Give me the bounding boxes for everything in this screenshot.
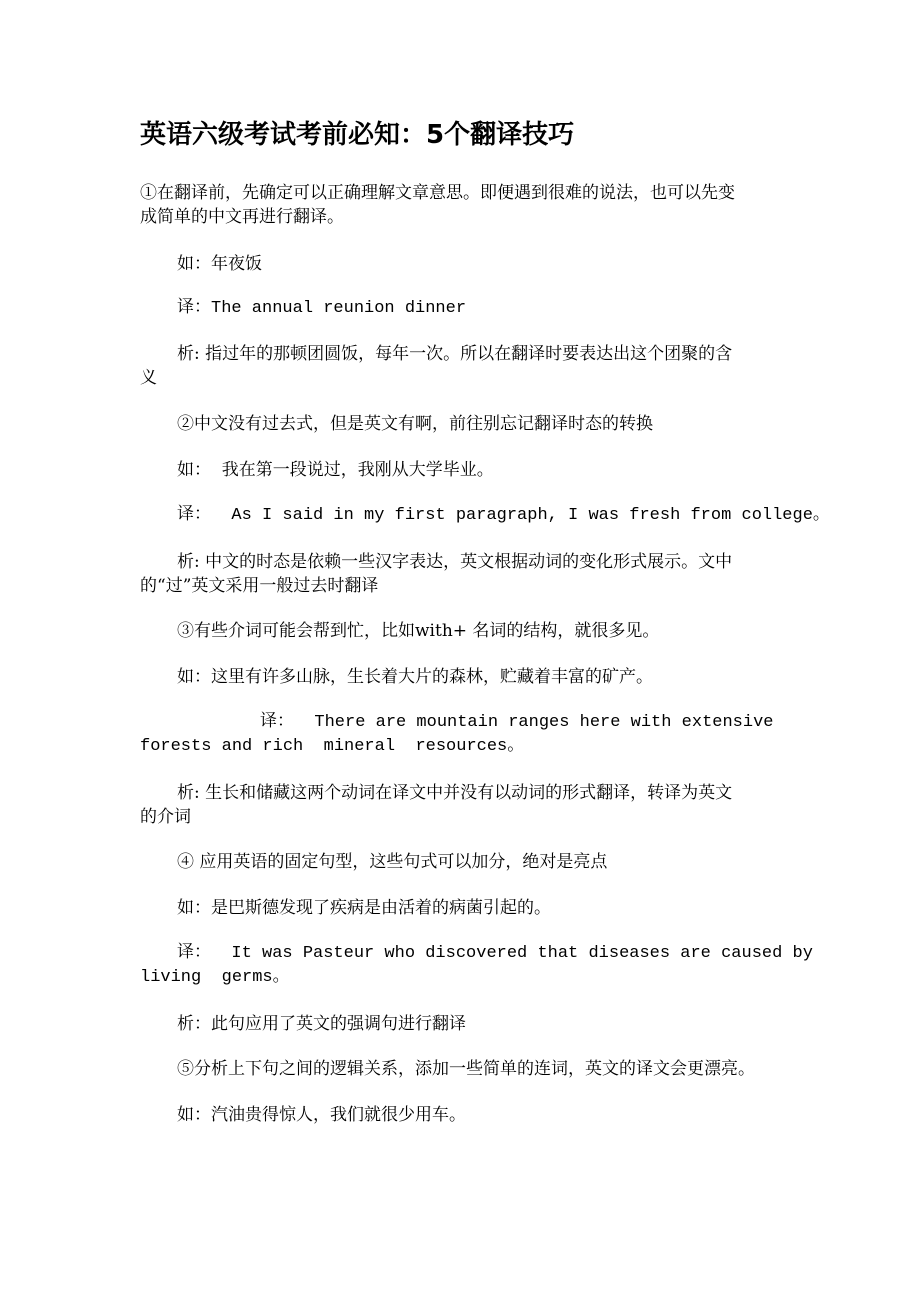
translation-line: living germs。 [140, 968, 290, 987]
example-line: 如：是巴斯德发现了疾病是由活着的病菌引起的。 [177, 898, 551, 918]
translation-line: 译： There are mountain ranges here with extensive [260, 713, 774, 732]
tip-heading: ⑤分析上下句之间的逻辑关系，添加一些简单的连词，英文的译文会更漂亮。 [177, 1059, 755, 1079]
example-line: 如：汽油贵得惊人，我们就很少用车。 [177, 1105, 466, 1125]
translation-line: 译： It was Pasteur who discovered that diseases are caused by [177, 944, 813, 963]
analysis-line: 析: 生长和储藏这两个动词在译文中并没有以动词的形式翻译，转译为英文 [177, 783, 733, 803]
tip-heading: ③有些介词可能会帮到忙，比如with+ 名词的结构，就很多见。 [177, 621, 660, 641]
paragraph-line: ①在翻译前，先确定可以正确理解文章意思。即便遇到很难的说法，也可以先变 [140, 183, 735, 203]
example-line: 如： 我在第一段说过，我刚从大学毕业。 [177, 460, 494, 480]
analysis-line: 的“过”英文采用一般过去时翻译 [140, 576, 379, 596]
example-line: 如：年夜饭 [177, 254, 262, 274]
paragraph-line: 成简单的中文再进行翻译。 [140, 207, 344, 227]
example-line: 如：这里有许多山脉，生长着大片的森林，贮藏着丰富的矿产。 [177, 667, 653, 687]
translation-line: 译： As I said in my first paragraph, I was fresh from college。 [177, 506, 830, 525]
analysis-line: 析：此句应用了英文的强调句进行翻译 [177, 1014, 466, 1034]
translation-line: forests and rich mineral resources。 [140, 737, 525, 756]
document-title: 英语六级考试考前必知：5个翻译技巧 [140, 120, 575, 150]
tip-heading: ②中文没有过去式，但是英文有啊，前往别忘记翻译时态的转换 [177, 414, 653, 434]
tip-heading: ④ 应用英语的固定句型，这些句式可以加分，绝对是亮点 [177, 852, 608, 872]
analysis-line: 析: 中文的时态是依赖一些汉字表达，英文根据动词的变化形式展示。文中 [177, 552, 733, 572]
analysis-line: 义 [140, 368, 157, 388]
translation-line: 译：The annual reunion dinner [177, 299, 467, 318]
analysis-line: 的介词 [140, 807, 191, 827]
analysis-line: 析: 指过年的那顿团圆饭，每年一次。所以在翻译时要表达出这个团聚的含 [177, 344, 733, 364]
